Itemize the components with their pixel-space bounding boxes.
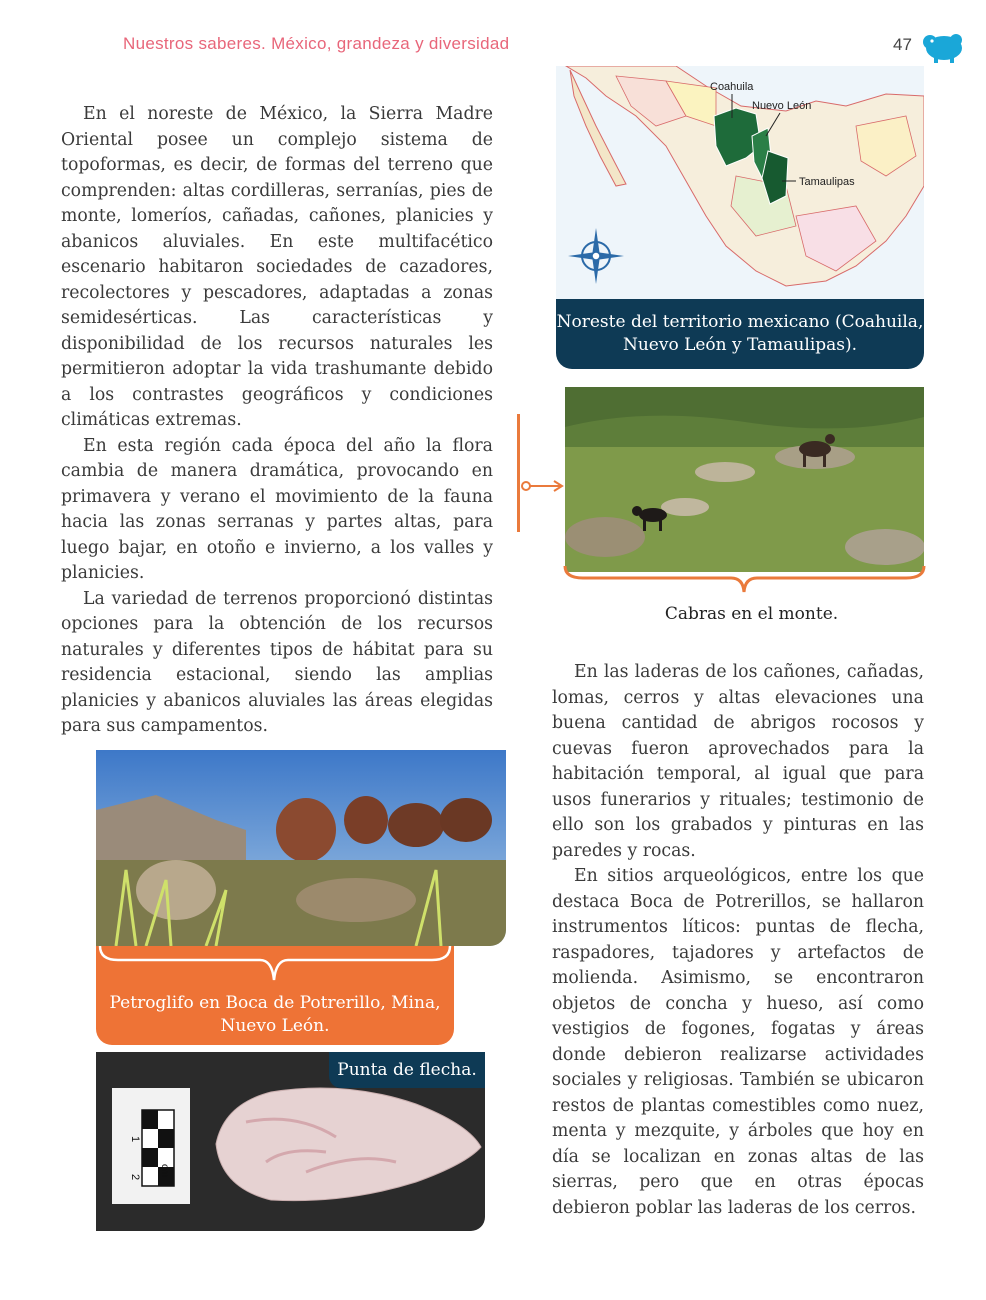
map-figure <box>556 66 924 369</box>
mexico-map <box>556 66 924 299</box>
caption-brace <box>563 564 926 594</box>
goats-photo <box>565 387 924 572</box>
side-divider <box>517 414 520 532</box>
mascot-icon <box>918 30 966 64</box>
petroglyph-photo <box>96 750 506 946</box>
right-column-text <box>552 660 924 1221</box>
page-number: 47 <box>893 35 912 54</box>
svg-text:1: 1 <box>129 1136 141 1143</box>
arrow-right-icon <box>520 478 566 494</box>
arrowhead-label: Punta de flecha. <box>329 1052 485 1088</box>
map-caption: Noreste del territorio mexicano (Coahuila, Nuevo León y Tamaulipas). <box>556 299 924 369</box>
svg-text:2: 2 <box>129 1174 141 1181</box>
paragraph: En las laderas de los cañones, cañadas, lomas, cerros y altas elevaciones una buena cantidad de abrigos rocosos y cuevas fueron aprovechados para la habitación temporal, al igual que para usos funerarios y rituales; testimonio de ello son los grabados y pinturas en las paredes y rocas. <box>552 662 924 861</box>
label-coahuila: Coahuila <box>710 81 754 93</box>
scale-bar <box>112 1088 190 1204</box>
running-header: Nuestros saberes. México, grandeza y diversidad <box>123 34 510 53</box>
label-tamaulipas: Tamaulipas <box>799 176 855 188</box>
paragraph: En el noreste de México, la Sierra Madre Oriental posee un complejo sistema de topoformas, es decir, de formas del terreno que comprenden: altas cordilleras, serranías, pies de monte, lomeríos, cañadas, cañones, planicies y abanicos aluviales. En este multifacético escenario habitaron sociedades de cazadores, recolectores y pescadores, adaptadas a zonas semidesérticas. Las características y disponibilidad de los recursos naturales les permitieron adoptar la vida trashumante debido a los contrastes geográficos y condiciones climáticas extremas. <box>61 104 493 430</box>
paragraph: En esta región cada época del año la flora cambia de manera dramática, provocando en primavera y verano el movimiento de la fauna hacia las zonas serranas y partes altas, para luego bajar, en otoño e invierno, a los valles y planicies. <box>61 435 493 583</box>
petroglyph-caption: Petroglifo en Boca de Potrerillo, Mina, Nuevo León. <box>109 993 441 1036</box>
svg-text:cm: cm <box>159 1164 170 1178</box>
paragraph: La variedad de terrenos proporcionó distintas opciones para la obtención de los recursos naturales y diferentes tipos de hábitat para su residencia estacional, siendo las amplias planicies y abanicos aluviales las áreas elegidas para sus campamentos. <box>61 588 493 736</box>
petroglyph-caption-box <box>96 946 454 1045</box>
arrowhead-stone <box>216 1088 481 1201</box>
label-nuevo-leon: Nuevo León <box>752 100 812 112</box>
goats-caption: Cabras en el monte. <box>664 604 839 624</box>
left-column-text <box>61 102 493 740</box>
paragraph: En sitios arqueológicos, entre los que destaca Boca de Potrerillos, se hallaron instrumentos líticos: puntas de flecha, raspadores, tajadores y artefactos de molienda. Asimismo, se encontraron objetos de concha y hueso, así como vestigios de fogones, fogatas y áreas donde debieron realizarse actividades sociales y religiosas. También se ubicaron restos de plantas comestibles como nuez, menta y mezquite, y árboles que hoy en día se localizan en zonas altas de las sierras, pero que en otras épocas debieron poblar las laderas de los cerros. <box>552 866 924 1218</box>
